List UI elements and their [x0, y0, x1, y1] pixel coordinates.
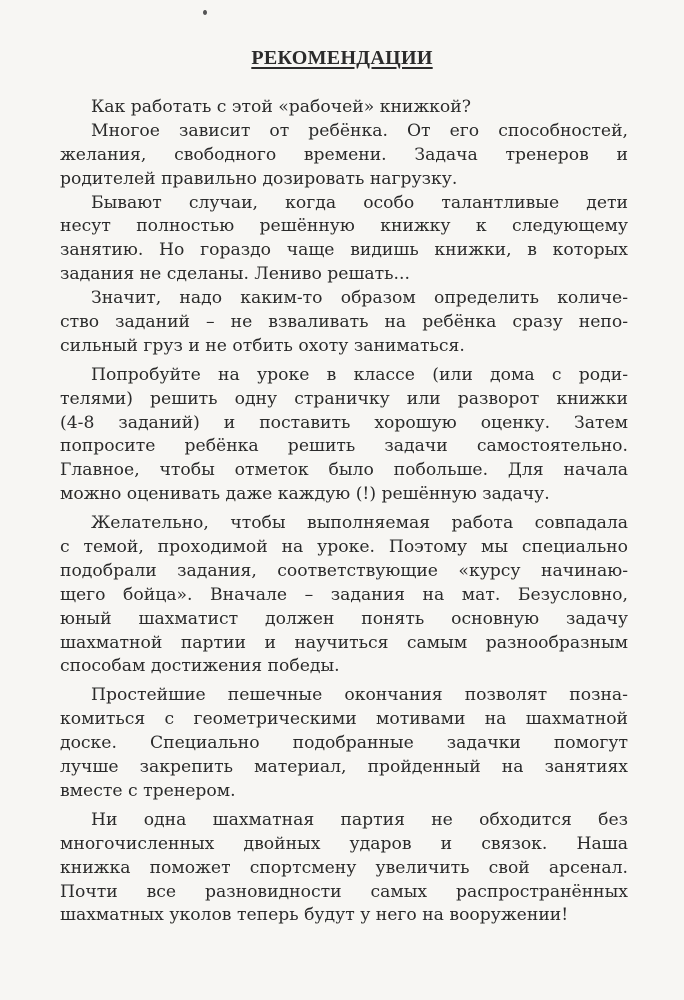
text-line: Попробуйте на уроке в классе (или дома с роди-: [91, 364, 628, 385]
text-line: вместе с тренером.: [60, 780, 236, 801]
paragraph: [60, 287, 628, 359]
text-line: шахматных уколов теперь будут у него на вооружении!: [60, 905, 569, 926]
text-line: попросите ребёнка решить задачи самостоятельно.: [60, 436, 628, 457]
text-line: подобрали задания, соответствующие «курсу начинаю-: [60, 560, 628, 581]
text-line: комиться с геометрическими мотивами на шахматной: [60, 709, 628, 730]
text-line: Простейшие пешечные окончания позволят позна-: [91, 685, 628, 706]
text-line: лучше закрепить материал, пройденный на занятиях: [60, 757, 628, 778]
text-line: юный шахматист должен понять основную задачу: [60, 608, 628, 629]
text-line: ство заданий – не взваливать на ребёнка сразу непо-: [60, 312, 628, 333]
text-line: шахматной партии и научиться самым разнообразным: [60, 632, 628, 653]
text-line: Как работать с этой «рабочей» книжкой?: [91, 97, 471, 117]
text-line: желания, свободного времени. Задача тренеров и: [60, 144, 628, 165]
text-line: Желательно, чтобы выполняемая работа совпадала: [91, 513, 628, 534]
text-line: можно оценивать даже каждую (!) решённую задачу.: [60, 484, 550, 505]
paragraph: [60, 684, 628, 803]
paragraph: [60, 512, 628, 679]
text-line: способам достижения победы.: [60, 656, 340, 677]
text-line: Многое зависит от ребёнка. От его способностей,: [91, 120, 628, 141]
paragraph: [60, 809, 628, 928]
text-line: Бывают случаи, когда особо талантливые дети: [91, 192, 628, 213]
paragraph: [60, 96, 628, 120]
text-line: родителей правильно дозировать нагрузку.: [60, 168, 458, 189]
text-line: с темой, проходимой на уроке. Поэтому мы специально: [60, 537, 628, 558]
paragraph: [60, 120, 628, 192]
text-line: задания не сделаны. Лениво решать...: [60, 264, 410, 285]
text-line: Значит, надо каким-то образом определить количе-: [91, 288, 628, 309]
body-text: [60, 96, 628, 928]
text-line: многочисленных двойных ударов и связок. Наша: [60, 833, 628, 854]
text-line: щего бойца». Вначале – задания на мат. Безусловно,: [60, 584, 628, 605]
text-line: Главное, чтобы отметок было побольше. Для начала: [60, 460, 628, 481]
text-line: Ни одна шахматная партия не обходится без: [91, 809, 628, 830]
text-line: телями) решить одну страничку или разворот книжки: [60, 388, 628, 409]
text-line: Почти все разновидности самых распространённых: [60, 881, 628, 902]
paragraph: [60, 192, 628, 288]
paragraph: [60, 364, 628, 507]
text-line: (4-8 заданий) и поставить хорошую оценку. Затем: [60, 412, 628, 433]
text-line: книжка поможет спортсмену увеличить свой арсенал.: [60, 857, 628, 878]
scan-speck: [203, 10, 207, 15]
text-line: сильный груз и не отбить охоту заниматься.: [60, 335, 465, 356]
text-line: доске. Специально подобранные задачки помогут: [60, 733, 628, 754]
page-title: РЕКОМЕНДАЦИИ: [251, 47, 433, 69]
text-line: занятию. Но гораздо чаще видишь книжки, в которых: [60, 240, 628, 261]
text-line: несут полностью решённую книжку к следующему: [60, 216, 628, 237]
